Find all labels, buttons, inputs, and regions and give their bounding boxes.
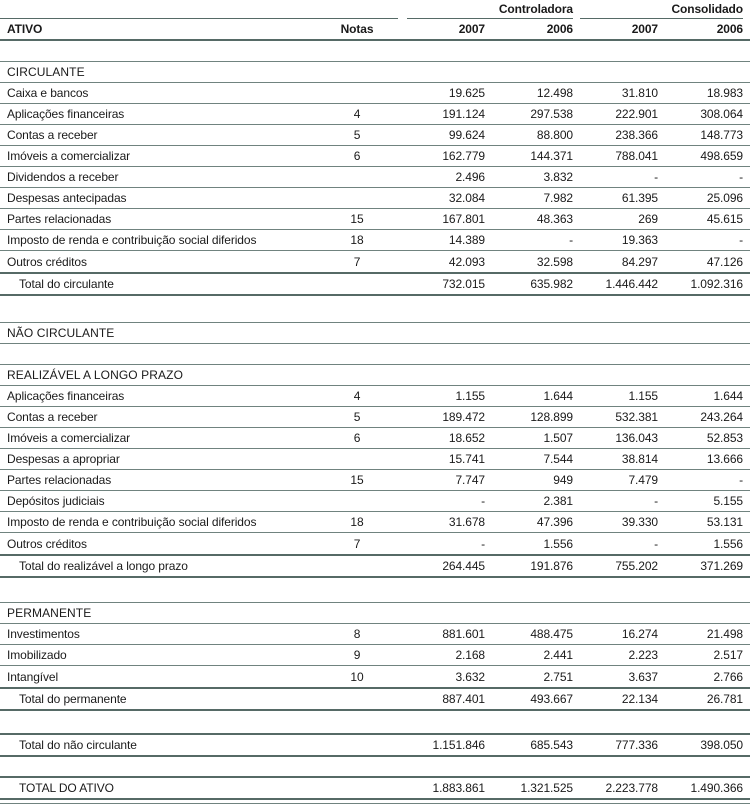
row-nota: 6: [353, 431, 361, 445]
cell-cons-2006: 26.781: [706, 692, 743, 706]
row-nota: 4: [353, 107, 361, 121]
cell-cons-2007: 2.223: [628, 648, 658, 662]
cell-ctrl-2006: 493.667: [530, 692, 573, 706]
row-nota: 18: [350, 233, 364, 247]
cell-cons-2007: 3.637: [628, 669, 658, 684]
table-row: [0, 125, 750, 146]
cell-cons-2007: -: [654, 536, 658, 551]
table-row: [0, 230, 750, 251]
row-nota: 4: [353, 389, 361, 403]
cell-ctrl-2006: 7.982: [543, 191, 573, 205]
row-nota: 18: [350, 515, 364, 529]
cell-cons-2007: 788.041: [615, 149, 658, 163]
cell-cons-2007: 222.901: [615, 107, 658, 121]
row-nota: 7: [353, 254, 361, 269]
cell-cons-2007: 38.814: [621, 452, 658, 466]
table-row: [0, 449, 750, 470]
cell-ctrl-2006: 128.899: [530, 410, 573, 424]
cell-cons-2007: 2.223.778: [605, 781, 658, 795]
grand-total-row-ativo: [0, 776, 750, 800]
row-label: Caixa e bancos: [7, 86, 89, 100]
total-row-circulante: [0, 272, 750, 296]
cell-ctrl-2006: 191.876: [530, 559, 573, 573]
row-label: Aplicações financeiras: [7, 107, 125, 121]
cell-ctrl-2007: 264.445: [442, 559, 485, 573]
col-header-notas: Notas: [340, 22, 374, 36]
section-title: CIRCULANTE: [7, 65, 85, 79]
row-nota: 9: [353, 648, 361, 662]
table-row: [0, 645, 750, 666]
row-label: Contas a receber: [7, 128, 98, 142]
cell-cons-2006: -: [739, 473, 743, 487]
row-nota: 5: [353, 128, 361, 142]
column-group-header: [0, 0, 750, 19]
cell-ctrl-2006: 488.475: [530, 627, 573, 641]
cell-ctrl-2006: -: [569, 233, 573, 247]
cell-cons-2007: 532.381: [615, 410, 658, 424]
cell-ctrl-2006: 3.832: [543, 170, 573, 184]
cell-cons-2007: -: [654, 494, 658, 508]
cell-ctrl-2006: 2.441: [543, 648, 573, 662]
cell-ctrl-2007: 7.747: [455, 473, 485, 487]
col-header-consolidado-2006: 2006: [716, 22, 743, 36]
grand-total-label: TOTAL DO ATIVO: [19, 781, 114, 795]
row-label: Dividendos a receber: [7, 170, 119, 184]
table-row: [0, 251, 750, 272]
cell-cons-2006: 21.498: [706, 627, 743, 641]
cell-cons-2006: 2.766: [713, 669, 743, 684]
section-header-nao-circulante: [0, 322, 750, 344]
row-label: Depósitos judiciais: [7, 494, 105, 508]
cell-cons-2006: 18.983: [706, 86, 743, 100]
cell-cons-2006: 371.269: [700, 559, 743, 573]
cell-ctrl-2007: 167.801: [442, 212, 485, 226]
row-label: Partes relacionadas: [7, 212, 112, 226]
table-row: [0, 470, 750, 491]
cell-ctrl-2007: 732.015: [442, 277, 485, 291]
section-header-permanente: [0, 602, 750, 624]
cell-ctrl-2006: 1.507: [543, 431, 573, 445]
cell-cons-2007: 755.202: [615, 559, 658, 573]
table-row: [0, 83, 750, 104]
cell-cons-2006: 45.615: [706, 212, 743, 226]
row-label: Imposto de renda e contribuição social diferidos: [7, 515, 257, 529]
total-label: Total do realizável a longo prazo: [19, 559, 188, 573]
row-nota: 6: [353, 149, 361, 163]
cell-ctrl-2006: 635.982: [530, 277, 573, 291]
cell-ctrl-2006: 12.498: [536, 86, 573, 100]
cell-cons-2006: 498.659: [700, 149, 743, 163]
section-title: REALIZÁVEL A LONGO PRAZO: [7, 368, 184, 382]
row-label: Intangível: [7, 669, 59, 684]
total-row-realizavel: [0, 554, 750, 578]
cell-cons-2006: 2.517: [713, 648, 743, 662]
table-row: [0, 146, 750, 167]
cell-cons-2007: 84.297: [621, 254, 658, 269]
table-row: [0, 104, 750, 125]
cell-cons-2006: 47.126: [706, 254, 743, 269]
cell-cons-2007: 136.043: [615, 431, 658, 445]
table-row: [0, 188, 750, 209]
table-row: [0, 491, 750, 512]
section-header-realizavel: [0, 364, 750, 386]
cell-ctrl-2007: 887.401: [442, 692, 485, 706]
cell-ctrl-2007: 2.168: [455, 648, 485, 662]
cell-ctrl-2006: 949: [553, 473, 573, 487]
cell-ctrl-2006: 144.371: [530, 149, 573, 163]
cell-ctrl-2007: 32.084: [448, 191, 485, 205]
table-row: [0, 167, 750, 188]
table-row: [0, 407, 750, 428]
group-controladora: [407, 0, 573, 19]
cell-ctrl-2006: 2.381: [543, 494, 573, 508]
section-title: NÃO CIRCULANTE: [7, 326, 115, 340]
cell-ctrl-2007: 191.124: [442, 107, 485, 121]
total-label: Total do permanente: [19, 692, 127, 706]
cell-ctrl-2007: 1.151.846: [432, 738, 485, 752]
cell-ctrl-2007: 15.741: [448, 452, 485, 466]
cell-cons-2006: 398.050: [700, 738, 743, 752]
cell-cons-2007: 7.479: [628, 473, 658, 487]
group-controladora-label: Controladora: [498, 2, 573, 16]
table-row: [0, 386, 750, 407]
cell-cons-2007: 269: [638, 212, 658, 226]
cell-cons-2006: 1.092.316: [690, 277, 743, 291]
cell-cons-2006: 5.155: [713, 494, 743, 508]
row-label: Imóveis a comercializar: [7, 431, 131, 445]
row-label: Contas a receber: [7, 410, 98, 424]
row-label: Aplicações financeiras: [7, 389, 125, 403]
group-consolidado-label: Consolidado: [671, 2, 743, 16]
cell-ctrl-2007: 3.632: [455, 669, 485, 684]
total-row-permanente: [0, 687, 750, 711]
group-underline-left: [0, 0, 398, 19]
cell-cons-2007: 1.446.442: [605, 277, 658, 291]
cell-cons-2007: 19.363: [621, 233, 658, 247]
total-label: Total do circulante: [19, 277, 114, 291]
section-header-circulante: [0, 61, 750, 83]
cell-ctrl-2006: 1.644: [543, 389, 573, 403]
row-nota: 10: [350, 669, 364, 684]
cell-ctrl-2007: 99.624: [448, 128, 485, 142]
cell-cons-2007: 16.274: [621, 627, 658, 641]
cell-cons-2006: -: [739, 170, 743, 184]
cell-ctrl-2006: 48.363: [536, 212, 573, 226]
row-nota: 8: [353, 627, 361, 641]
row-nota: 5: [353, 410, 361, 424]
cell-ctrl-2007: 19.625: [448, 86, 485, 100]
cell-cons-2006: 1.644: [713, 389, 743, 403]
cell-cons-2007: 238.366: [615, 128, 658, 142]
cell-ctrl-2007: -: [481, 494, 485, 508]
cell-cons-2007: 22.134: [621, 692, 658, 706]
cell-ctrl-2007: -: [481, 536, 485, 551]
row-label: Imobilizado: [7, 648, 67, 662]
table-row: [0, 666, 750, 687]
row-nota: 15: [350, 212, 364, 226]
cell-cons-2006: 53.131: [706, 515, 743, 529]
cell-ctrl-2006: 47.396: [536, 515, 573, 529]
cell-ctrl-2006: 1.556: [543, 536, 573, 551]
cell-cons-2007: 61.395: [621, 191, 658, 205]
cell-ctrl-2007: 1.155: [455, 389, 485, 403]
cell-cons-2006: 148.773: [700, 128, 743, 142]
column-header-row: [0, 19, 750, 41]
row-label: Imóveis a comercializar: [7, 149, 131, 163]
col-header-controladora-2006: 2006: [546, 22, 573, 36]
cell-ctrl-2007: 18.652: [448, 431, 485, 445]
cell-cons-2006: 308.064: [700, 107, 743, 121]
table-row: [0, 209, 750, 230]
cell-cons-2007: -: [654, 170, 658, 184]
row-nota: 7: [353, 536, 361, 551]
cell-ctrl-2006: 32.598: [536, 254, 573, 269]
cell-cons-2007: 31.810: [621, 86, 658, 100]
col-header-ativo: ATIVO: [7, 22, 43, 36]
cell-ctrl-2006: 2.751: [543, 669, 573, 684]
section-title: PERMANENTE: [7, 606, 92, 620]
cell-ctrl-2007: 42.093: [448, 254, 485, 269]
cell-ctrl-2006: 685.543: [530, 738, 573, 752]
cell-cons-2006: 1.490.366: [690, 781, 743, 795]
cell-cons-2006: 25.096: [706, 191, 743, 205]
table-row: [0, 533, 750, 554]
cell-ctrl-2007: 162.779: [442, 149, 485, 163]
cell-ctrl-2007: 2.496: [455, 170, 485, 184]
cell-cons-2006: -: [739, 233, 743, 247]
row-label: Despesas a apropriar: [7, 452, 120, 466]
cell-ctrl-2007: 189.472: [442, 410, 485, 424]
cell-ctrl-2006: 7.544: [543, 452, 573, 466]
cell-ctrl-2007: 1.883.861: [432, 781, 485, 795]
group-consolidado: [580, 0, 743, 19]
table-row: [0, 512, 750, 533]
table-row: [0, 428, 750, 449]
cell-ctrl-2006: 1.321.525: [520, 781, 573, 795]
cell-ctrl-2007: 31.678: [448, 515, 485, 529]
row-label: Investimentos: [7, 627, 80, 641]
grand-total-double-rule: [0, 803, 750, 804]
cell-cons-2007: 777.336: [615, 738, 658, 752]
table-row: [0, 624, 750, 645]
cell-ctrl-2007: 14.389: [448, 233, 485, 247]
row-label: Despesas antecipadas: [7, 191, 127, 205]
row-label: Partes relacionadas: [7, 473, 112, 487]
cell-cons-2007: 39.330: [621, 515, 658, 529]
cell-cons-2006: 1.556: [713, 536, 743, 551]
cell-cons-2006: 13.666: [706, 452, 743, 466]
total-row-nao-circulante: [0, 733, 750, 757]
cell-ctrl-2006: 88.800: [536, 128, 573, 142]
col-header-consolidado-2007: 2007: [631, 22, 658, 36]
cell-ctrl-2007: 881.601: [442, 627, 485, 641]
cell-cons-2006: 52.853: [706, 431, 743, 445]
row-nota: 15: [350, 473, 364, 487]
col-header-controladora-2007: 2007: [458, 22, 485, 36]
total-label: Total do não circulante: [19, 738, 137, 752]
cell-cons-2007: 1.155: [628, 389, 658, 403]
row-label: Outros créditos: [7, 536, 87, 551]
row-label: Outros créditos: [7, 254, 87, 269]
cell-ctrl-2006: 297.538: [530, 107, 573, 121]
row-label: Imposto de renda e contribuição social diferidos: [7, 233, 257, 247]
cell-cons-2006: 243.264: [700, 410, 743, 424]
